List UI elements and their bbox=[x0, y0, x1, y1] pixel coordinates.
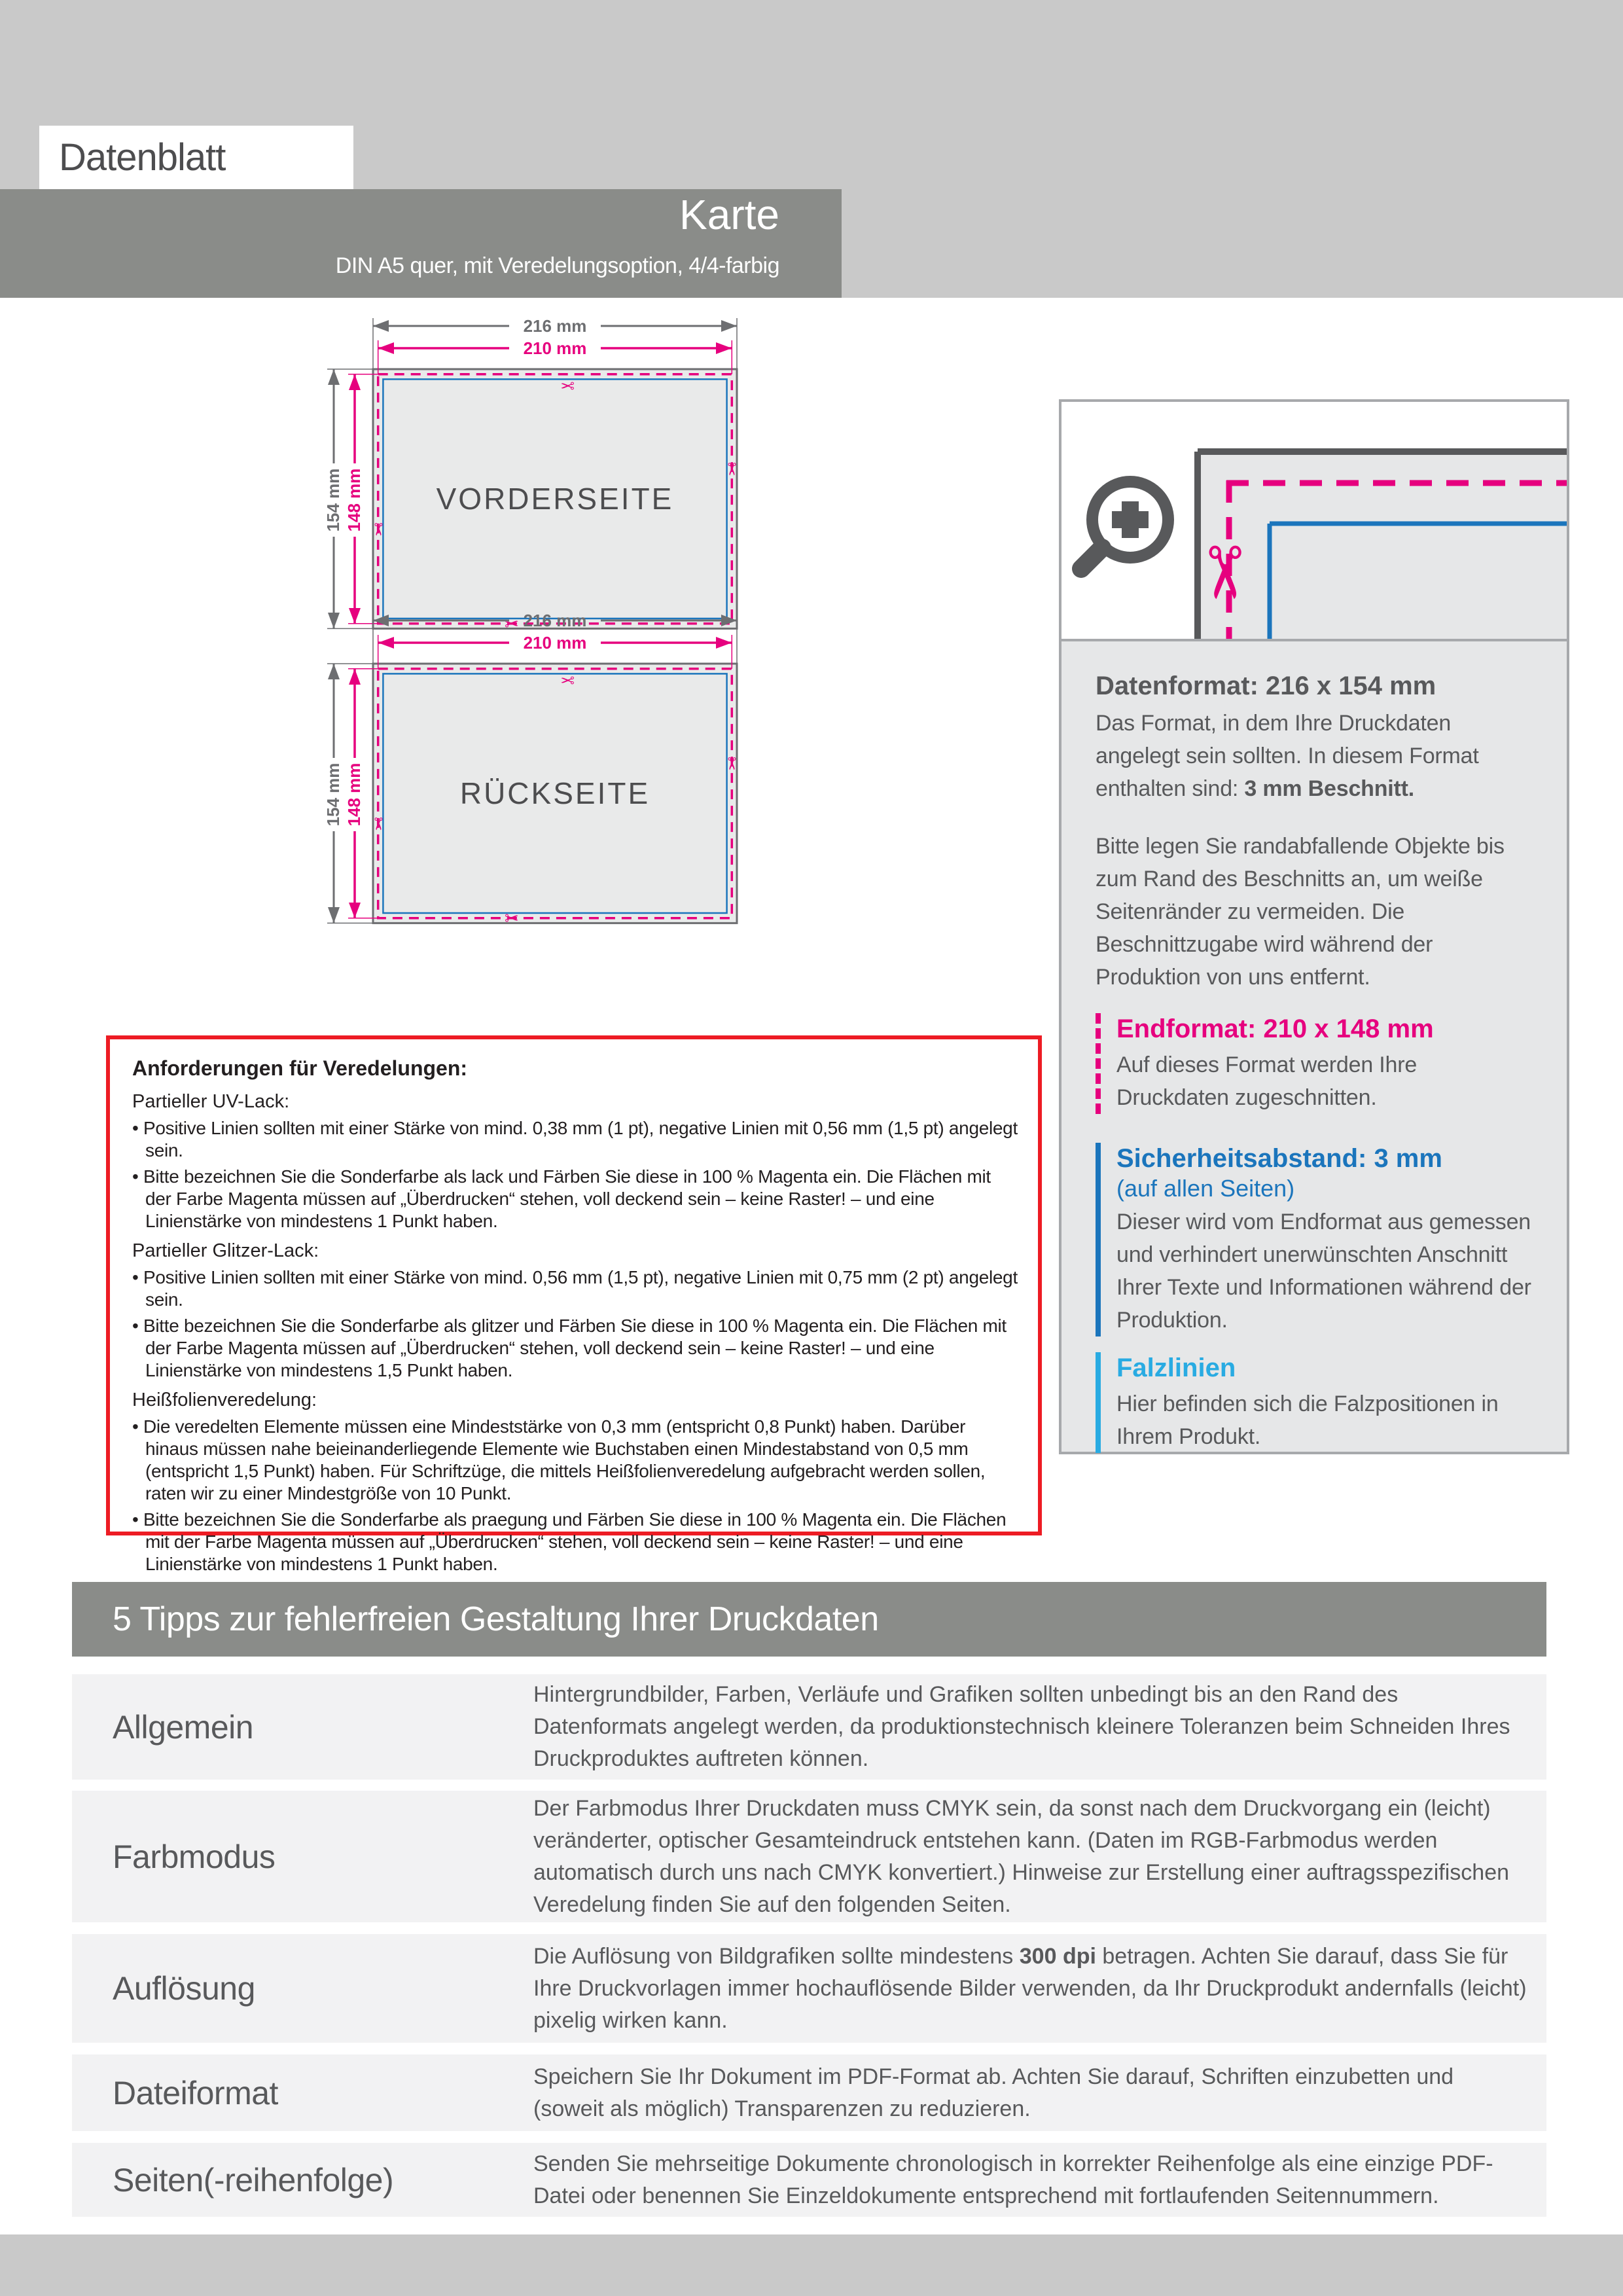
veredelung-requirements-box bbox=[106, 1035, 1042, 1574]
sicherheitsabstand-body: Dieser wird vom Endformat aus gemessen und verhindert unerwünschten Anschnitt Ihrer Texte und Informationen während der Produktion. bbox=[1116, 1210, 1531, 1333]
tip-text: Speichern Sie Ihr Dokument im PDF-Format ab. Achten Sie darauf, Schriften einzubetten und (soweit als möglich) Transparenzen zu reduzieren. bbox=[533, 2064, 1454, 2121]
falzlinien-block bbox=[1096, 1352, 1535, 1453]
tip-text: Der Farbmodus Ihrer Druckdaten muss CMYK sein, da sonst nach dem Druckvorgang ein (leicht) veränderter, optischer Gesamteindruck entstehen kann. (Daten im RGB-Farbmodus werden automatisch durch uns nach CMYK konvertiert.) Hinweise zur Erstellung einer auftragsspezifischen Veredelung finden Sie auf den folgenden Seiten. bbox=[533, 1795, 1510, 1917]
falzlinien-body: Hier befinden sich die Falzpositionen in Ihrem Produkt. bbox=[1116, 1391, 1499, 1449]
format-info-panel bbox=[1059, 641, 1569, 1454]
scissors-icon: ✂ bbox=[1183, 543, 1264, 603]
datenformat-title: Datenformat: 216 x 154 mm bbox=[1096, 672, 1436, 700]
dim-width-trim: 210 mm bbox=[523, 338, 587, 358]
scissors-icon: ✂ bbox=[722, 757, 741, 771]
tip-text: Die Auflösung von Bildgrafiken sollte mindestens bbox=[533, 1943, 1020, 1969]
datenformat-body-bold: 3 mm Beschnitt. bbox=[1244, 776, 1415, 801]
datenformat-body2: Bitte legen Sie randabfallende Objekte bis zum Rand des Beschnitts an, um weiße Seitenränder zu vermeiden. Die Beschnittzugabe wird während der Produktion von uns entfernt. bbox=[1096, 834, 1505, 990]
endformat-title: Endformat: 210 x 148 mm bbox=[1116, 1014, 1434, 1043]
endformat-body: Auf dieses Format werden Ihre Druckdaten zugeschnitten. bbox=[1116, 1052, 1418, 1110]
scissors-icon: ✂ bbox=[368, 522, 388, 537]
endformat-block bbox=[1096, 1013, 1535, 1114]
tip-row-allgemein bbox=[72, 1674, 1546, 1780]
corner-illustration bbox=[1061, 402, 1567, 639]
dim-width-trim: 210 mm bbox=[523, 633, 587, 653]
scissors-icon: ✂ bbox=[368, 817, 388, 831]
scissors-icon: ✂ bbox=[560, 376, 575, 395]
tip-label: Farbmodus bbox=[113, 1838, 276, 1875]
uv-lack-bullet: • Positive Linien sollten mit einer Stärke von mind. 0,38 mm (1 pt), negative Linien mit 0,56 mm (1,5 pt) angelegt sein. bbox=[132, 1117, 1018, 1162]
tip-label: Auflösung bbox=[113, 1970, 255, 2007]
datenformat-body: Das Format, in dem Ihre Druckdaten angelegt sein sollten. In diesem Format enthalten sind: bbox=[1096, 711, 1479, 801]
sicherheitsabstand-block bbox=[1096, 1143, 1535, 1336]
falzlinien-title: Falzlinien bbox=[1116, 1354, 1236, 1382]
datenblatt-label: Datenblatt bbox=[59, 136, 226, 179]
footer-gray-band bbox=[0, 2234, 1623, 2296]
glitzer-lack-bullet: • Positive Linien sollten mit einer Stärke von mind. 0,56 mm (1,5 pt), negative Linien mit 0,75 mm (2 pt) angelegt sein. bbox=[132, 1266, 1018, 1311]
tip-label: Dateiformat bbox=[113, 2074, 278, 2111]
back-side-label: RÜCKSEITE bbox=[459, 776, 651, 810]
datenformat-block bbox=[1096, 670, 1535, 994]
tip-row-farbmodus bbox=[72, 1791, 1546, 1922]
tip-text: Hintergrundbilder, Farben, Verläufe und Grafiken sollten unbedingt bis an den Rand des Datenformats angelegt werden, da produktionstechnisch kleinere Toleranzen beim Schneiden Ihres Druckproduktes auftreten können. bbox=[533, 1682, 1510, 1771]
product-banner bbox=[0, 189, 842, 298]
dim-width-outer: 216 mm bbox=[523, 316, 587, 336]
glitzer-lack-heading: Partieller Glitzer-Lack: bbox=[132, 1240, 319, 1261]
uv-lack-bullet: • Bitte bezeichnen Sie die Sonderfarbe als lack und Färben Sie diese in 100 % Magenta ein. Die Flächen mit der Farbe Magenta müssen auf „Überdrucken“ stehen, voll deckend sein – keine Raster! – und eine Linienstärke von mindestens 1 Punkt haben. bbox=[132, 1166, 1018, 1232]
tip-row-seitenreihenfolge bbox=[72, 2143, 1546, 2217]
scissors-icon: ✂ bbox=[560, 670, 575, 690]
glitzer-lack-bullet: • Bitte bezeichnen Sie die Sonderfarbe als glitzer und Färben Sie diese in 100 % Magenta ein. Die Flächen mit der Farbe Magenta müssen auf „Überdrucken“ stehen, voll deckend sein – keine Raster! – und eine Linienstärke von mindestens 1,5 Punkt haben. bbox=[132, 1315, 1018, 1382]
product-subtitle: DIN A5 quer, mit Veredelungsoption, 4/4-farbig bbox=[335, 253, 779, 278]
product-title: Karte bbox=[679, 191, 779, 238]
tip-text: Senden Sie mehrseitige Dokumente chronologisch in korrekter Reihenfolge als eine einzige PDF-Datei oder benennen Sie Einzeldokumente entsprechend mit fortlaufenden Seitennummern. bbox=[533, 2151, 1493, 2208]
dim-height-outer: 154 mm bbox=[323, 762, 343, 827]
dim-height-trim: 148 mm bbox=[344, 468, 364, 532]
dim-height-outer: 154 mm bbox=[323, 468, 343, 532]
front-side-label: VORDERSEITE bbox=[436, 482, 674, 516]
dim-width-outer: 216 mm bbox=[523, 611, 587, 630]
heissfolie-bullet: • Die veredelten Elemente müssen eine Mindeststärke von 0,3 mm (entspricht 0,8 Punkt) haben. Darüber hinaus müssen nahe beieinanderliegende Elemente wie Buchstaben einen Mindestabstand von 0,5 mm (entspricht 1,5 Punkt) haben. Für Schriftzüge, die mittels Heißfolienveredelung aufgebracht werden sollen, raten wir zu einer Mindestgröße von 10 Punkt. bbox=[132, 1416, 1018, 1505]
diagram-back bbox=[318, 601, 750, 935]
tip-label: Seiten(-reihenfolge) bbox=[113, 2161, 394, 2198]
scissors-icon: ✂ bbox=[722, 462, 741, 476]
diagram-front bbox=[318, 306, 750, 640]
datenblatt-label-box bbox=[39, 126, 353, 189]
heissfolie-bullet: • Bitte bezeichnen Sie die Sonderfarbe als praegung und Färben Sie diese in 100 % Magenta ein. Die Flächen mit der Farbe Magenta müssen auf „Überdrucken“ stehen, voll deckend sein – keine Raster! – und eine Linienstärke von mindestens 1 Punkt haben. bbox=[132, 1509, 1018, 1575]
heissfolie-heading: Heißfolienveredelung: bbox=[132, 1390, 317, 1410]
tip-row-aufloesung bbox=[72, 1934, 1546, 2043]
zoom-illustration-box bbox=[1059, 399, 1569, 641]
requirements-title: Anforderungen für Veredelungen: bbox=[132, 1056, 468, 1080]
sicherheitsabstand-subtitle: (auf allen Seiten) bbox=[1116, 1175, 1295, 1202]
uv-lack-heading: Partieller UV-Lack: bbox=[132, 1091, 290, 1112]
tip-text: betragen. Achten Sie darauf, dass Sie für Ihre Druckvorlagen immer hochauflösende Bilder verwenden, da Ihr Druckprodukt andernfalls (leicht) pixelig wirken kann. bbox=[533, 1943, 1527, 2033]
tip-row-dateiformat bbox=[72, 2054, 1546, 2131]
tip-text-bold: 300 dpi bbox=[1019, 1943, 1096, 1969]
dim-height-trim: 148 mm bbox=[344, 762, 364, 827]
scissors-icon: ✂ bbox=[505, 614, 519, 634]
tips-title: 5 Tipps zur fehlerfreien Gestaltung Ihrer Druckdaten bbox=[113, 1600, 879, 1638]
scissors-icon: ✂ bbox=[505, 908, 519, 928]
tip-label: Allgemein bbox=[113, 1708, 254, 1746]
magnifier-plus-icon bbox=[1081, 482, 1168, 569]
sicherheitsabstand-title: Sicherheitsabstand: 3 mm bbox=[1116, 1144, 1442, 1173]
tips-banner bbox=[72, 1582, 1546, 1657]
